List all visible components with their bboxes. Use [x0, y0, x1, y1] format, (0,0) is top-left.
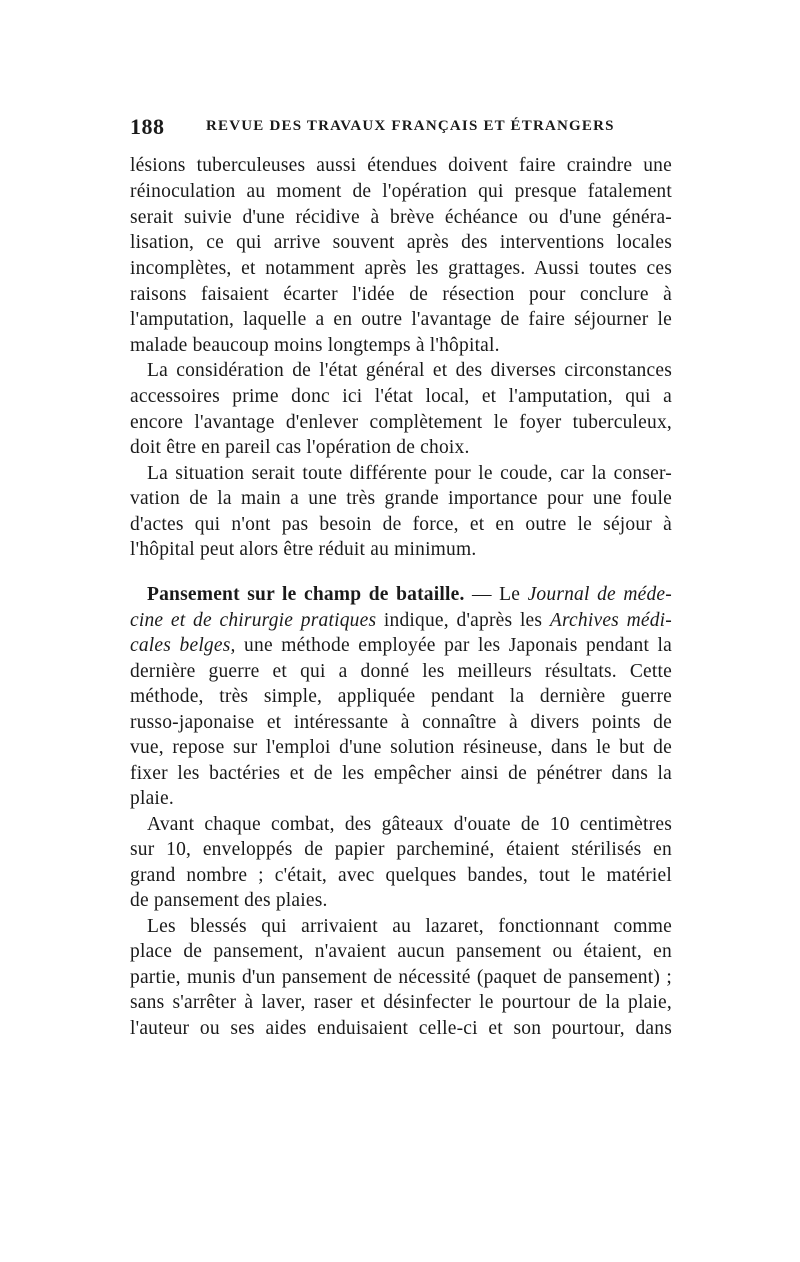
text-line: russo-japonaise et intéressante à connaître à divers points de — [130, 712, 672, 733]
section-heading-line — [147, 582, 672, 608]
text-line: partie, munis d'un pansement de nécessité (paquet de pansement) ; — [130, 967, 672, 988]
archives-title: cales belges, — [130, 635, 236, 656]
text-line: vue, repose sur l'emploi d'une solution résineuse, dans le but de — [130, 737, 672, 758]
running-head — [130, 114, 670, 144]
running-title: REVUE DES TRAVAUX FRANÇAIS ET ÉTRANGERS — [206, 118, 615, 134]
text-line: Les blessés qui arrivaient au lazaret, fonctionnant comme — [147, 916, 672, 937]
text-line: place de pansement, n'avaient aucun pansement ou étaient, en — [130, 941, 672, 962]
text-line — [130, 608, 672, 634]
text-line: doit être en pareil cas l'opération de choix. — [130, 437, 470, 458]
text-line: incomplètes, et notamment après les grattages. Aussi toutes ces — [130, 258, 672, 279]
text-line: méthode, très simple, appliquée pendant la dernière guerre — [130, 686, 672, 707]
text-line: l'amputation, laquelle a en outre l'avantage de faire séjourner le — [130, 309, 672, 330]
page-number: 188 — [130, 114, 165, 139]
text-line: Avant chaque combat, des gâteaux d'ouate de 10 centimètres — [147, 814, 672, 835]
text-span: une méthode employée par les Japonais pendant la — [235, 635, 672, 656]
text-line: accessoires prime donc ici l'état local, et l'amputation, qui a — [130, 386, 672, 407]
archives-title: Archives médi- — [549, 610, 672, 631]
text-line: grand nombre ; c'était, avec quelques bandes, tout le matériel — [130, 865, 672, 886]
text-line: plaie. — [130, 788, 174, 809]
text-line: La situation serait toute différente pour le coude, car la conser- — [147, 463, 672, 484]
heading-dash: — Le — [464, 584, 528, 605]
text-line: La considération de l'état général et des diverses circonstances — [147, 360, 672, 381]
text-line: sans s'arrêter à laver, raser et désinfecter le pourtour de la plaie, — [130, 992, 672, 1013]
text-line: raisons faisaient écarter l'idée de résection pour conclure à — [130, 284, 672, 305]
text-line: d'actes qui n'ont pas besoin de force, et en outre le séjour à — [130, 514, 672, 535]
text-line: lésions tuberculeuses aussi étendues doivent faire craindre une — [130, 155, 672, 176]
text-line: encore l'avantage d'enlever complètement le foyer tuberculeux, — [130, 412, 672, 433]
text-line: fixer les bactéries et de les empêcher ainsi de pénétrer dans la — [130, 763, 672, 784]
text-line: sur 10, enveloppés de papier parcheminé, étaient stérilisés en — [130, 839, 672, 860]
text-line: de pansement des plaies. — [130, 890, 328, 911]
text-line: dernière guerre et qui a donné les meilleurs résultats. Cette — [130, 661, 672, 682]
text-line: l'hôpital peut alors être réduit au minimum. — [130, 539, 477, 560]
section-heading: Pansement sur le champ de bataille. — [147, 584, 465, 605]
text-line — [130, 633, 672, 659]
text-line: malade beaucoup moins longtemps à l'hôpital. — [130, 335, 500, 356]
text-span: indique, d'après les — [376, 610, 550, 631]
journal-title: Journal de méde- — [527, 584, 672, 605]
text-line: lisation, ce qui arrive souvent après des interventions locales — [130, 232, 672, 253]
text-line: vation de la main a une très grande importance pour une foule — [130, 488, 672, 509]
text-line: l'auteur ou ses aides enduisaient celle-ci et son pourtour, dans — [130, 1018, 672, 1039]
journal-title: cine et de chirurgie pratiques — [130, 610, 377, 631]
text-line: réinoculation au moment de l'opération qui presque fatalement — [130, 181, 672, 202]
text-line: serait suivie d'une récidive à brève échéance ou d'une généra- — [130, 207, 672, 228]
